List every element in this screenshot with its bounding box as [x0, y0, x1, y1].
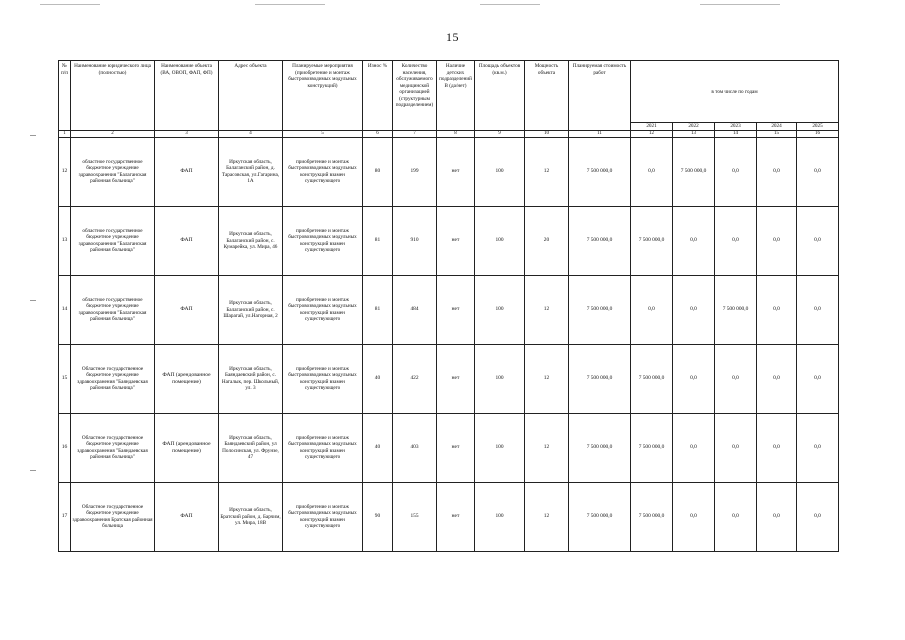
- header-area: Площадь объектов (кв.м.): [475, 61, 525, 131]
- wear-percent: 80: [363, 137, 393, 206]
- column-number: 4: [219, 130, 283, 137]
- cost-2021: 0,0: [631, 275, 673, 344]
- object-area: 100: [475, 344, 525, 413]
- header-cost: Планируемая стоимость работ: [569, 61, 631, 131]
- cost-2021: 0,0: [631, 137, 673, 206]
- object-address: Иркутская область, Братский район, д. Барчим, ул. Мира, 18В: [219, 482, 283, 551]
- cost-2025: 0,0: [797, 344, 839, 413]
- planned-cost: 7 500 000,0: [569, 137, 631, 206]
- population-served: 199: [393, 137, 437, 206]
- column-number: 16: [797, 130, 839, 137]
- column-number: 12: [631, 130, 673, 137]
- cost-2023: 0,0: [715, 413, 757, 482]
- object-type: ФАП: [155, 137, 219, 206]
- document-table-container: [58, 60, 838, 552]
- table-row: [59, 482, 839, 551]
- planned-measures: приобретение и монтаж быстровозводимых модульных конструкций взамен существующего: [283, 344, 363, 413]
- header-number: № п/п: [59, 61, 71, 131]
- column-number: 11: [569, 130, 631, 137]
- object-address: Иркутская область, Баяндаевский район, ул Полосинская, ул. Фрунзе, 47: [219, 413, 283, 482]
- cost-2021: 7 500 000,0: [631, 482, 673, 551]
- column-number: 5: [283, 130, 363, 137]
- column-number: 9: [475, 130, 525, 137]
- planned-measures: приобретение и монтаж быстровозводимых модульных конструкций взамен существующего: [283, 275, 363, 344]
- cost-2021: 7 500 000,0: [631, 413, 673, 482]
- header-by-years: в том числе по годам: [631, 61, 839, 123]
- cost-2022: 0,0: [673, 482, 715, 551]
- header-organization: Наименование юридического лица (полностью): [71, 61, 155, 131]
- wear-percent: 40: [363, 413, 393, 482]
- object-area: 100: [475, 137, 525, 206]
- header-year-2021: 2021: [631, 123, 673, 131]
- population-served: 155: [393, 482, 437, 551]
- table-row: [59, 206, 839, 275]
- organization-name: Областное государственное бюджетное учреждение здравоохранения "Баяндаевская районная больница": [71, 344, 155, 413]
- object-type: ФАП: [155, 206, 219, 275]
- row-number: 16: [59, 413, 71, 482]
- facilities-table: [58, 60, 839, 552]
- children-units: нет: [437, 413, 475, 482]
- planned-cost: 7 500 000,0: [569, 344, 631, 413]
- header-year-2025: 2025: [797, 123, 839, 131]
- header-wear: Износ %: [363, 61, 393, 131]
- cost-2022: 0,0: [673, 413, 715, 482]
- cost-2024: 0,0: [757, 206, 797, 275]
- header-address: Адрес объекта: [219, 61, 283, 131]
- margin-tick: [30, 300, 36, 301]
- cost-2023: 0,0: [715, 344, 757, 413]
- object-address: Иркутская область, Балаганский район, с. Кумарейка, ул. Мира, 46: [219, 206, 283, 275]
- column-number: 1: [59, 130, 71, 137]
- margin-tick: [30, 135, 36, 136]
- planned-cost: 7 500 000,0: [569, 482, 631, 551]
- table-row: [59, 413, 839, 482]
- scan-edge-line: [480, 4, 540, 5]
- cost-2021: 7 500 000,0: [631, 206, 673, 275]
- table-row: [59, 137, 839, 206]
- population-served: 484: [393, 275, 437, 344]
- header-population: Количество населения, обслуживаемого медицинской организацией (структурным подразделением): [393, 61, 437, 131]
- cost-2024: 0,0: [757, 137, 797, 206]
- cost-2025: 0,0: [797, 275, 839, 344]
- scan-edge-line: [700, 4, 780, 5]
- row-number: 12: [59, 137, 71, 206]
- object-area: 100: [475, 413, 525, 482]
- column-number: 7: [393, 130, 437, 137]
- cost-2023: 0,0: [715, 137, 757, 206]
- cost-2023: 7 500 000,0: [715, 275, 757, 344]
- column-numbers-row: [59, 130, 839, 137]
- object-address: Иркутская область, Баяндаевский район, с. Нагалык, пер. Школьный, ул. 3: [219, 344, 283, 413]
- cost-2023: 0,0: [715, 482, 757, 551]
- planned-measures: приобретение и монтаж быстровозводимых модульных конструкций взамен существующего: [283, 137, 363, 206]
- column-number: 15: [757, 130, 797, 137]
- object-type: ФАП: [155, 275, 219, 344]
- cost-2023: 0,0: [715, 206, 757, 275]
- header-object-type: Наименование объекта (ВА, ОВОП, ФАП, ФП): [155, 61, 219, 131]
- object-capacity: 12: [525, 413, 569, 482]
- object-type: ФАП (арендованное помещение): [155, 413, 219, 482]
- row-number: 13: [59, 206, 71, 275]
- object-capacity: 20: [525, 206, 569, 275]
- organization-name: Областное государственное бюджетное учреждение здравоохранения "Баяндаевская районная больница": [71, 413, 155, 482]
- children-units: нет: [437, 275, 475, 344]
- table-row: [59, 344, 839, 413]
- cost-2024: 0,0: [757, 275, 797, 344]
- organization-name: Областное государственное бюджетное учреждение здравоохранения Братская районная больница: [71, 482, 155, 551]
- header-capacity: Мощность объекта: [525, 61, 569, 131]
- margin-tick: [30, 470, 36, 471]
- scan-edge-line: [40, 4, 100, 5]
- children-units: нет: [437, 344, 475, 413]
- children-units: нет: [437, 137, 475, 206]
- header-year-2023: 2023: [715, 123, 757, 131]
- cost-2024: 0,0: [757, 482, 797, 551]
- column-number: 13: [673, 130, 715, 137]
- column-number: 6: [363, 130, 393, 137]
- cost-2025: 0,0: [797, 482, 839, 551]
- column-number: 2: [71, 130, 155, 137]
- page-number: 15: [446, 30, 459, 44]
- object-area: 100: [475, 482, 525, 551]
- object-address: Иркутская область, Балаганский район, д. Тарасовская, ул.Гагарина, 1А: [219, 137, 283, 206]
- header-children: Наличие детских подразделений В (да/нет): [437, 61, 475, 131]
- organization-name: областное государственное бюджетное учреждение здравоохранения "Балаганская районная больница": [71, 275, 155, 344]
- cost-2024: 0,0: [757, 413, 797, 482]
- cost-2022: 0,0: [673, 206, 715, 275]
- population-served: 403: [393, 413, 437, 482]
- children-units: нет: [437, 482, 475, 551]
- wear-percent: 81: [363, 206, 393, 275]
- cost-2025: 0,0: [797, 206, 839, 275]
- column-number: 8: [437, 130, 475, 137]
- wear-percent: 81: [363, 275, 393, 344]
- object-capacity: 12: [525, 344, 569, 413]
- planned-measures: приобретение и монтаж быстровозводимых модульных конструкций взамен существующего: [283, 413, 363, 482]
- planned-cost: 7 500 000,0: [569, 413, 631, 482]
- planned-cost: 7 500 000,0: [569, 206, 631, 275]
- organization-name: областное государственное бюджетное учреждение здравоохранения "Балаганская районная больница": [71, 206, 155, 275]
- header-measures: Планируемые мероприятия (приобретение и монтаж быстровозводимых модульных конструкций): [283, 61, 363, 131]
- organization-name: областное государственное бюджетное учреждение здравоохранения "Балаганская районная больница": [71, 137, 155, 206]
- object-area: 100: [475, 206, 525, 275]
- cost-2025: 0,0: [797, 413, 839, 482]
- cost-2025: 0,0: [797, 137, 839, 206]
- header-year-2024: 2024: [757, 123, 797, 131]
- cost-2022: 0,0: [673, 344, 715, 413]
- children-units: нет: [437, 206, 475, 275]
- planned-cost: 7 500 000,0: [569, 275, 631, 344]
- object-type: ФАП: [155, 482, 219, 551]
- row-number: 14: [59, 275, 71, 344]
- row-number: 15: [59, 344, 71, 413]
- column-number: 3: [155, 130, 219, 137]
- object-type: ФАП (арендованное помещение): [155, 344, 219, 413]
- object-address: Иркутская область, Балаганский район, с. Шарагай, ул.Нагорная, 2: [219, 275, 283, 344]
- row-number: 17: [59, 482, 71, 551]
- cost-2021: 7 500 000,0: [631, 344, 673, 413]
- population-served: 422: [393, 344, 437, 413]
- object-capacity: 12: [525, 482, 569, 551]
- scan-edge-line: [255, 4, 325, 5]
- column-number: 14: [715, 130, 757, 137]
- planned-measures: приобретение и монтаж быстровозводимых модульных конструкций взамен существующего: [283, 206, 363, 275]
- object-capacity: 12: [525, 137, 569, 206]
- object-area: 100: [475, 275, 525, 344]
- column-number: 10: [525, 130, 569, 137]
- wear-percent: 40: [363, 344, 393, 413]
- wear-percent: 90: [363, 482, 393, 551]
- cost-2024: 0,0: [757, 344, 797, 413]
- planned-measures: приобретение и монтаж быстровозводимых модульных конструкций взамен существующего: [283, 482, 363, 551]
- population-served: 910: [393, 206, 437, 275]
- cost-2022: 0,0: [673, 275, 715, 344]
- cost-2022: 7 500 000,0: [673, 137, 715, 206]
- header-year-2022: 2022: [673, 123, 715, 131]
- object-capacity: 12: [525, 275, 569, 344]
- table-row: [59, 275, 839, 344]
